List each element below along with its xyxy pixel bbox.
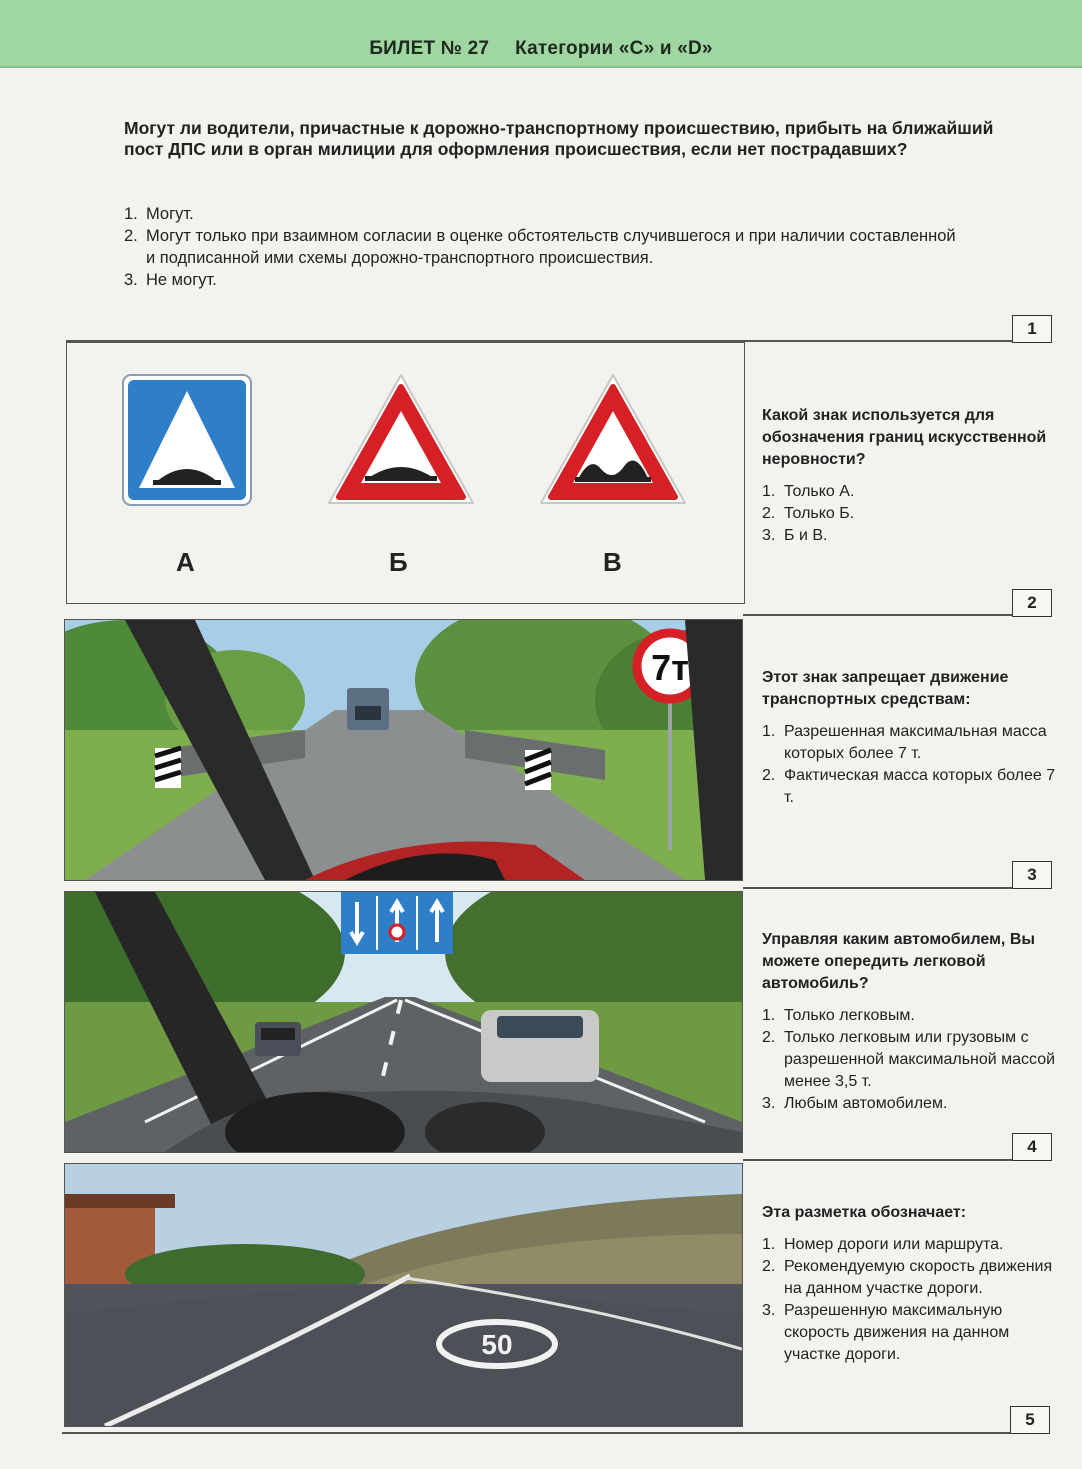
q1-answer-1[interactable]: 1. Могут. [124, 205, 194, 223]
q1-number-box: 1 [1012, 315, 1052, 343]
q1-answer-3[interactable]: 3. Не могут. [124, 271, 217, 289]
sign-b-icon [329, 375, 473, 503]
q4-answer-1[interactable]: 1. Только легковым. [762, 1007, 915, 1024]
q2-signs-panel [66, 342, 745, 604]
q5-photo [64, 1163, 743, 1427]
q3-text [762, 667, 1062, 809]
q2-answer-3[interactable]: 3. Б и В. [762, 527, 828, 544]
sign-b-label: Б [389, 547, 408, 577]
header-title [0, 38, 1082, 60]
q2-text [762, 405, 1062, 547]
sign-v-icon [541, 375, 685, 503]
q2-answer-2[interactable]: 2. Только Б. [762, 505, 855, 522]
divider [743, 887, 1012, 889]
q3-title: Этот знак запрещает движение транспортных средствам: [762, 669, 1009, 708]
q4-number-box: 4 [1012, 1133, 1052, 1161]
q5-text [762, 1202, 1062, 1366]
q4-title: Управляя каким автомобилем, Вы можете опередить легковой автомобиль? [762, 931, 1036, 992]
q1-answers [124, 203, 964, 291]
q5-answer-3[interactable]: 3. Разрешенную максимальную скорость движения на данном участке дороги. [762, 1302, 1010, 1363]
q3-answer-1[interactable]: 1. Разрешенная максимальная масса которых более 7 т. [762, 723, 1047, 762]
q2-number-box: 2 [1012, 589, 1052, 617]
q3-number-box: 3 [1012, 861, 1052, 889]
categories: Категории «С» и «D» [515, 38, 713, 59]
sign-v-label: В [603, 547, 622, 577]
q5-answer-1[interactable]: 1. Номер дороги или маршрута. [762, 1236, 1004, 1253]
road-scene-lanes-illustration [65, 892, 742, 1152]
ticket-number: БИЛЕТ № 27 [369, 38, 490, 59]
road-scene-7t-illustration [65, 620, 742, 880]
speed-marking-text: 50 [481, 1329, 513, 1360]
q4-answer-2[interactable]: 2. Только легковым или грузовым с разрешенной максимальной массой менее 3,5 т. [762, 1029, 1056, 1090]
divider [743, 614, 1012, 616]
q5-title: Эта разметка обозначает: [762, 1204, 967, 1221]
q3-photo [64, 619, 743, 881]
q1-answer-2[interactable]: 2. Могут только при взаимном согласии в оценке обстоятельств случившегося и при наличии составленной и подписанной ими схемы дорожно-транспортного происшествия. [124, 227, 956, 267]
page-header [0, 0, 1082, 68]
q4-photo [64, 891, 743, 1153]
divider [62, 1432, 1010, 1434]
q2-answer-1[interactable]: 1. Только А. [762, 483, 855, 500]
q3-answer-2[interactable]: 2. Фактическая масса которых более 7 т. [762, 767, 1056, 806]
q1-title: Могут ли водители, причастные к дорожно-транспортному происшествию, прибыть на ближайший пост ДПС или в орган милиции для оформления происшествия, если нет пострадавших? [124, 118, 994, 159]
sign-a-label: А [176, 547, 195, 577]
q5-answer-2[interactable]: 2. Рекомендуемую скорость движения на данном участке дороги. [762, 1258, 1053, 1297]
q2-title: Какой знак используется для обозначения границ искусственной неровности? [762, 407, 1047, 468]
q4-answer-3[interactable]: 3. Любым автомобилем. [762, 1095, 948, 1112]
divider [743, 1159, 1012, 1161]
q5-number-box: 5 [1010, 1406, 1050, 1434]
road-marking-illustration [65, 1164, 742, 1426]
weight-limit-sign-text: 7т [651, 647, 689, 688]
sign-a-icon [123, 375, 251, 505]
q4-text [762, 929, 1062, 1115]
